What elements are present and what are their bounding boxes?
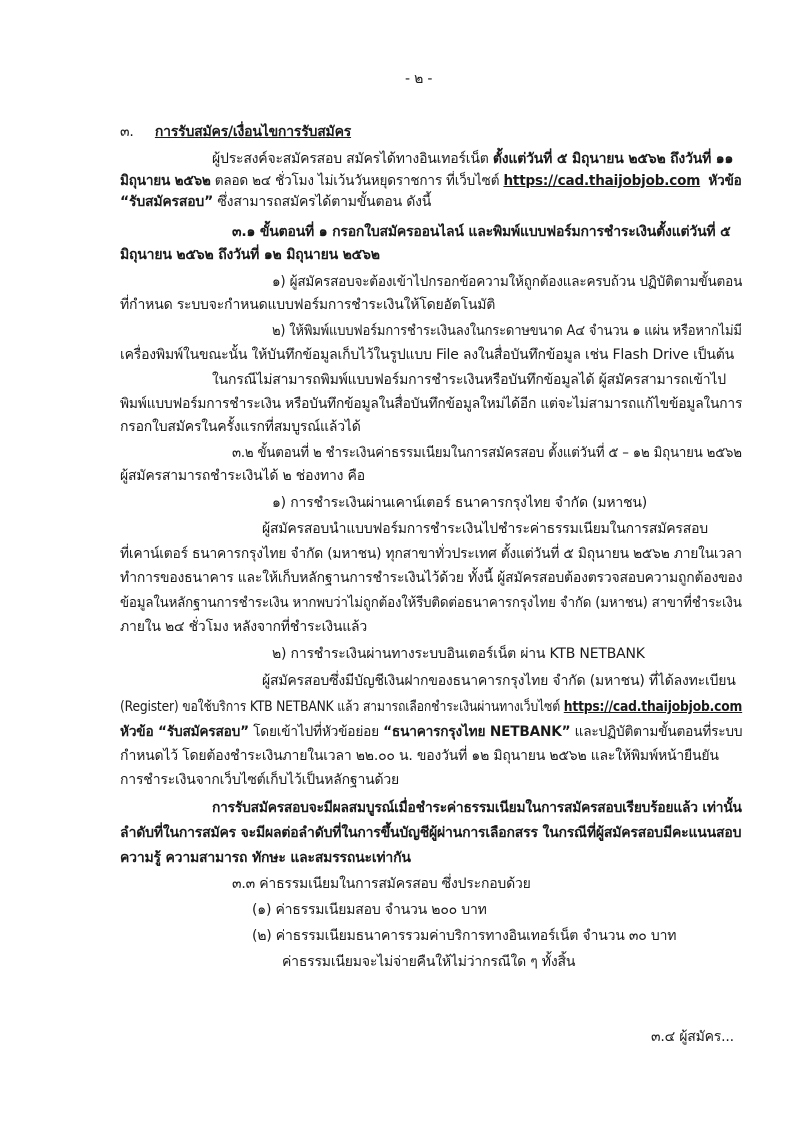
section-number: ๓. (120, 124, 134, 140)
fee-item-2: (๒) ค่าธรรมเนียมธนาคารรวมค่าบริการทางอินเทอร์เน็ต จำนวน ๓๐ บาท (252, 928, 677, 944)
note-l3: ความรู้ ความสามารถ ทักษะ และสมรรถนะเท่ากัน (120, 850, 411, 866)
date-range: ตั้งแต่วันที่ ๕ มิถุนายน ๒๕๖๒ ถึงวันที่ ๑๑ (492, 151, 734, 167)
step1-item2-l3: ในกรณีไม่สามารถพิมพ์แบบฟอร์มการชำระเงินหรือบันทึกข้อมูลได้ ผู้สมัครสามารถเข้าไป (212, 372, 726, 388)
channel2-title: ๒) การชำระเงินผ่านทางระบบอินเตอร์เน็ต ผ่าน KTB NETBANK (272, 646, 645, 662)
step2-heading: ๓.๒ ขั้นตอนที่ ๒ ชำระเงินค่าธรรมเนียมในการสมัครสอบ ตั้งแต่วันที่ ๕ – ๑๒ มิถุนายน ๒๕๖๒ (232, 445, 742, 461)
step1-item1-l2: ที่กำหนด ระบบจะกำหนดแบบฟอร์มการชำระเงินให้โดยอัตโนมัติ (120, 297, 496, 313)
step1-heading: ๓.๑ ขั้นตอนที่ ๑ กรอกใบสมัครออนไลน์ และพิมพ์แบบฟอร์มการชำระเงินตั้งแต่วันที่ ๕ (232, 224, 731, 240)
intro-line-3: “รับสมัครสอบ” ซึ่งสามารถสมัครได้ตามขั้นตอน ดังนี้ (120, 194, 432, 210)
channel1-title: ๑) การชำระเงินผ่านเคาน์เตอร์ ธนาคารกรุงไทย จำกัด (มหาชน) (272, 495, 647, 511)
step1-item2-l2: เครื่องพิมพ์ในขณะนั้น ให้บันทึกข้อมูลเก็บไว้ในรูปแบบ File ลงในสื่อบันทึกข้อมูล เช่น Flash Drive เป็นต้น (120, 347, 734, 363)
fee-item-1: (๑) ค่าธรรมเนียมสอบ จำนวน ๒๐๐ บาท (252, 902, 487, 918)
step1-item1-l1: ๑) ผู้สมัครสอบจะต้องเข้าไปกรอกข้อความให้ถูกต้องและครบถ้วน ปฏิบัติตามขั้นตอน (272, 274, 743, 290)
step1-item2-l4: พิมพ์แบบฟอร์มการชำระเงิน หรือบันทึกข้อมูลในสื่อบันทึกข้อมูลใหม่ได้อีก แต่จะไม่สามารถแก้ไขข้อมูลในการ (120, 396, 743, 412)
section-heading (120, 123, 351, 141)
step1-heading-cont: มิถุนายน ๒๕๖๒ ถึงวันที่ ๑๒ มิถุนายน ๒๕๖๒ (120, 247, 380, 263)
website-link-2[interactable]: https://cad.thaijobjob.com (563, 699, 743, 715)
section-title: การรับสมัคร/เงื่อนไขการรับสมัคร (154, 124, 352, 140)
channel1-l5: ภายใน ๒๔ ชั่วโมง หลังจากที่ชำระเงินแล้ว (120, 619, 368, 635)
channel2-l4: กำหนดไว้ โดยต้องชำระเงินภายในเวลา ๒๒.๐๐ น. ของวันที่ ๑๒ มิถุนายน ๒๕๖๒ และให้พิมพ์หน้ายืนยัน (120, 748, 719, 764)
channel1-l4: ข้อมูลในหลักฐานการชำระเงิน หากพบว่าไม่ถูกต้องให้รีบติดต่อธนาคารกรุงไทย จำกัด (มหาชน) สาขาที่ชำระเงิน (120, 595, 742, 611)
note-l1: การรับสมัครสอบจะมีผลสมบูรณ์เมื่อชำระค่าธรรมเนียมในการสมัครสอบเรียบร้อยแล้ว เท่านั้น (212, 800, 742, 816)
channel1-l3: ทำการของธนาคาร และให้เก็บหลักฐานการชำระเงินไว้ด้วย ทั้งนี้ ผู้สมัครสอบต้องตรวจสอบความถูกต้องของ (120, 570, 743, 586)
channel1-l2: ที่เคาน์เตอร์ ธนาคารกรุงไทย จำกัด (มหาชน) ทุกสาขาทั่วประเทศ ตั้งแต่วันที่ ๕ มิถุนายน ๒๕๖๒ ภายในเวลา (120, 546, 742, 562)
channel2-l2: (Register) ขอใช้บริการ KTB NETBANK แล้ว สามารถเลือกชำระเงินผ่านทางเว็บไซต์ https://cad.thaijobjob.com (120, 699, 743, 715)
note-l2: ลำดับที่ในการสมัคร จะมีผลต่อลำดับที่ในการขึ้นบัญชีผู้ผ่านการเลือกสรร ในกรณีที่ผู้สมัครสอบมีคะแนนสอบ (120, 825, 742, 841)
channel2-l1: ผู้สมัครสอบซึ่งมีบัญชีเงินฝากของธนาคารกรุงไทย จำกัด (มหาชน) ที่ได้ลงทะเบียน (262, 673, 736, 689)
channel2-l5: การชำระเงินจากเว็บไซต์เก็บไว้เป็นหลักฐานด้วย (120, 772, 400, 788)
website-link[interactable]: https://cad.thaijobjob.com (503, 173, 701, 189)
step1-item2-l1: ๒) ให้พิมพ์แบบฟอร์มการชำระเงินลงในกระดาษขนาด A๔ จำนวน ๑ แผ่น หรือหากไม่มี (272, 323, 742, 339)
fee-heading: ๓.๓ ค่าธรรมเนียมในการสมัครสอบ ซึ่งประกอบด้วย (232, 876, 531, 892)
page-number: - ๒ - (405, 71, 433, 87)
intro-line-2: มิถุนายน ๒๕๖๒ ตลอด ๒๔ ชั่วโมง ไม่เว้นวันหยุดราชการ ที่เว็บไซต์ https://cad.thaijobjob.com หัวข้อ (120, 173, 742, 189)
channel1-l1: ผู้สมัครสอบนำแบบฟอร์มการชำระเงินไปชำระค่าธรรมเนียมในการสมัครสอบ (262, 521, 708, 537)
continuation-marker: ๓.๔ ผู้สมัคร... (651, 1029, 734, 1045)
intro-line-1: ผู้ประสงค์จะสมัครสอบ สมัครได้ทางอินเทอร์เน็ต ตั้งแต่วันที่ ๕ มิถุนายน ๒๕๖๒ ถึงวันที่ ๑๑ (212, 151, 734, 167)
channel2-l3: หัวข้อ “รับสมัครสอบ” โดยเข้าไปที่หัวข้อย่อย “ธนาคารกรุงไทย NETBANK” และปฏิบัติตามขั้นตอนที่ระบบ (120, 724, 743, 740)
step2-heading-cont: ผู้สมัครสามารถชำระเงินได้ ๒ ช่องทาง คือ (120, 468, 365, 484)
step1-item2-l5: กรอกใบสมัครในครั้งแรกที่สมบูรณ์แล้วได้ (120, 419, 361, 435)
fee-nonrefund: ค่าธรรมเนียมจะไม่จ่ายคืนให้ไม่ว่ากรณีใด ๆ ทั้งสิ้น (282, 954, 576, 970)
